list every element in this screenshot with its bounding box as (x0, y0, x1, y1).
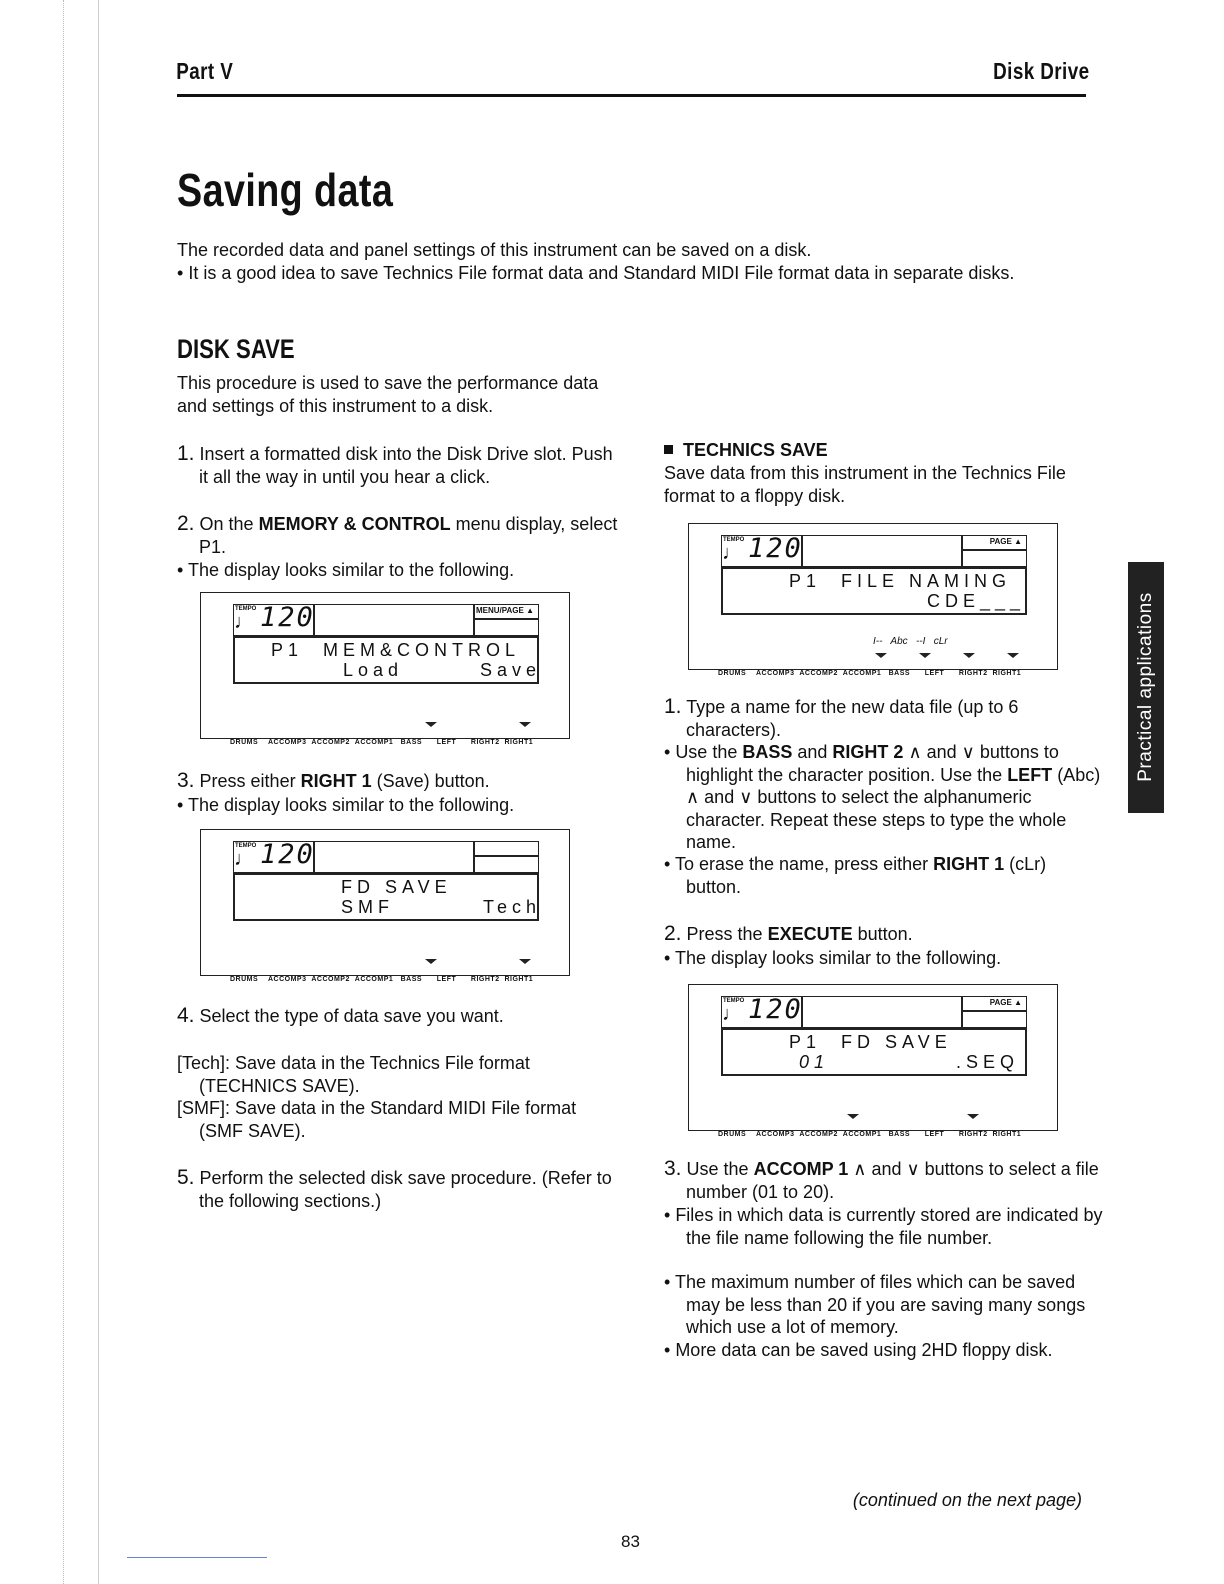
lcd-display-fdsave (200, 829, 570, 976)
tech-option: [Tech]: Save data in the Technics File format (TECHNICS SAVE). (177, 1053, 530, 1096)
tempo-label: TEMPO (235, 606, 257, 612)
continued-note: (continued on the next page) (852, 1490, 1082, 1510)
button-row-1: DRUMS ACCOMP3 ACCOMP2 ACCOMP1 BASS LEFT RIGHT2 RIGHT1 (230, 739, 534, 746)
arrow-right2-icon (963, 653, 975, 658)
arrow-right1-icon (1007, 653, 1019, 658)
lcd-main (233, 873, 539, 921)
lcd-display-fdsave-seq (688, 984, 1058, 1131)
disk-save-heading: DISK SAVE (177, 334, 295, 364)
step-3-bullet: • The display looks similar to the following. (177, 795, 515, 815)
tempo-box (721, 996, 803, 1028)
arrow-left1-icon (425, 722, 437, 727)
technics-desc: Save data from this instrument in the Technics File format to a floppy disk. (664, 463, 1066, 506)
header-part: Part V (176, 58, 234, 84)
smf-option: [SMF]: Save data in the Standard MIDI File format (SMF SAVE). (177, 1098, 577, 1141)
tech-step-2: 2. Press the EXECUTE button. (664, 922, 913, 945)
lcd-display-memcontrol (200, 592, 570, 739)
tech-bullet-1: • Use the BASS and RIGHT 2 ∧ and ∨ buttons to highlight the character position. Use the LEFT (Abc) ∧ and ∨ buttons to select the alphanumeric character. Repeat these steps to type the whole name. (664, 742, 1101, 852)
button-row-3: DRUMS ACCOMP3 ACCOMP2 ACCOMP1 BASS LEFT RIGHT2 RIGHT1 (718, 670, 1022, 677)
lcd-main (721, 1028, 1027, 1076)
page-box (473, 618, 539, 636)
step-2-bullet: • The display looks similar to the following. (177, 560, 515, 580)
square-bullet-icon (664, 445, 673, 454)
tempo-bar (801, 996, 963, 1028)
technics-heading: TECHNICS SAVE (664, 439, 1084, 462)
tech-step-3: 3. Use the ACCOMP 1 ∧ and ∨ buttons to select a file number (01 to 20). (664, 1157, 1099, 1202)
tempo-bar (313, 841, 475, 873)
lcd-line1: P1 FD SAVE (789, 1032, 952, 1052)
arrow-right2-icon (967, 1114, 979, 1119)
lcd-main (721, 567, 1027, 615)
softkey-labels: I-- Abc --I cLr (873, 636, 948, 647)
tech-bullet-2: • To erase the name, press either RIGHT 1 (cLr) button. (664, 854, 1047, 897)
arrow-right1-icon (519, 959, 531, 964)
header-section: Disk Drive (993, 58, 1090, 84)
tech-bullet-4: • The maximum number of files which can be saved may be less than 20 if you are saving many songs which use a lot of memory. (664, 1272, 1086, 1337)
tech-bullet-3: • Files in which data is currently stored are indicated by the file name following the file number. (664, 1205, 1103, 1248)
header-rule (177, 94, 1086, 97)
side-tab-label: Practical applications (1135, 592, 1156, 782)
tech-bullet-5: • More data can be saved using 2HD floppy disk. (664, 1340, 1053, 1360)
page-box (473, 855, 539, 873)
lcd-line1: P1 MEM&CONTROL (271, 640, 521, 660)
step-2: 2. On the MEMORY & CONTROL menu display, select P1. (177, 512, 618, 557)
tech-step-2-bullet: • The display looks similar to the following. (664, 948, 1002, 968)
tempo-value: 120 (260, 839, 315, 870)
step-3: 3. Press either RIGHT 1 (Save) button. (177, 769, 490, 792)
page-box (961, 549, 1027, 567)
intro-text: The recorded data and panel settings of this instrument can be saved on a disk. (177, 240, 812, 260)
step-4: 4. Select the type of data save you want. (177, 1004, 504, 1027)
tempo-label: TEMPO (723, 998, 745, 1004)
arrow-right1-icon (519, 722, 531, 727)
tech-step-1: 1. Type a name for the new data file (up to 6 characters). (664, 695, 1019, 740)
note-icon: ♩ (722, 1003, 742, 1025)
note-icon: ♩ (722, 542, 742, 564)
intro-bullet: • It is a good idea to save Technics File format data and Standard MIDI File format data in separate disks. (177, 263, 1015, 283)
page-box (961, 1010, 1027, 1028)
tempo-box (233, 604, 315, 636)
page-label: PAGE ▲ (989, 537, 1022, 546)
tempo-bar (801, 535, 963, 567)
lcd-smf: SMF (341, 897, 394, 917)
tempo-label: TEMPO (723, 537, 745, 543)
tempo-label: TEMPO (235, 843, 257, 849)
lcd-main (233, 636, 539, 684)
page-label: MENU/PAGE ▲ (476, 606, 534, 615)
arrow-left-icon (919, 653, 931, 658)
arrow-bass-icon (875, 653, 887, 658)
binder-margin (63, 0, 64, 1584)
tempo-box (721, 535, 803, 567)
tempo-value: 120 (260, 602, 315, 633)
page-label: PAGE ▲ (989, 998, 1022, 1007)
button-row-2: DRUMS ACCOMP3 ACCOMP2 ACCOMP1 BASS LEFT RIGHT2 RIGHT1 (230, 976, 534, 983)
step-1: 1. Insert a formatted disk into the Disk Drive slot. Push it all the way in until you hear a click. (177, 442, 613, 487)
lcd-line1: FD SAVE (341, 877, 452, 897)
tempo-bar (313, 604, 475, 636)
page-title: Saving data (177, 164, 394, 216)
note-icon: ♩ (234, 848, 254, 870)
button-row-4: DRUMS ACCOMP3 ACCOMP2 ACCOMP1 BASS LEFT RIGHT2 RIGHT1 (718, 1131, 1022, 1138)
step-5: 5. Perform the selected disk save procedure. (Refer to the following sections.) (177, 1166, 612, 1211)
note-icon: ♩ (234, 611, 254, 633)
side-tab (1128, 562, 1164, 813)
lcd-save: Save (479, 660, 541, 680)
tempo-value: 120 (748, 994, 803, 1025)
lcd-tech: Tech (482, 897, 541, 917)
lcd-file-number: 01 (799, 1052, 830, 1072)
lcd-extension: .SEQ (955, 1052, 1019, 1072)
arrow-accomp1-icon (847, 1114, 859, 1119)
tempo-value: 120 (748, 533, 803, 564)
binder-edge (98, 0, 99, 1584)
disk-save-desc: This procedure is used to save the performance data and settings of this instrument to a disk. (177, 373, 599, 416)
page-number: 83 (621, 1532, 640, 1551)
lcd-load: Load (343, 660, 404, 680)
arrow-left1-icon (425, 959, 437, 964)
footer-line (127, 1557, 267, 1558)
lcd-display-filenaming (688, 523, 1058, 670)
lcd-line1: P1 FILE NAMING (789, 571, 1012, 591)
tempo-box (233, 841, 315, 873)
lcd-line2: CDE___ (926, 591, 1025, 611)
